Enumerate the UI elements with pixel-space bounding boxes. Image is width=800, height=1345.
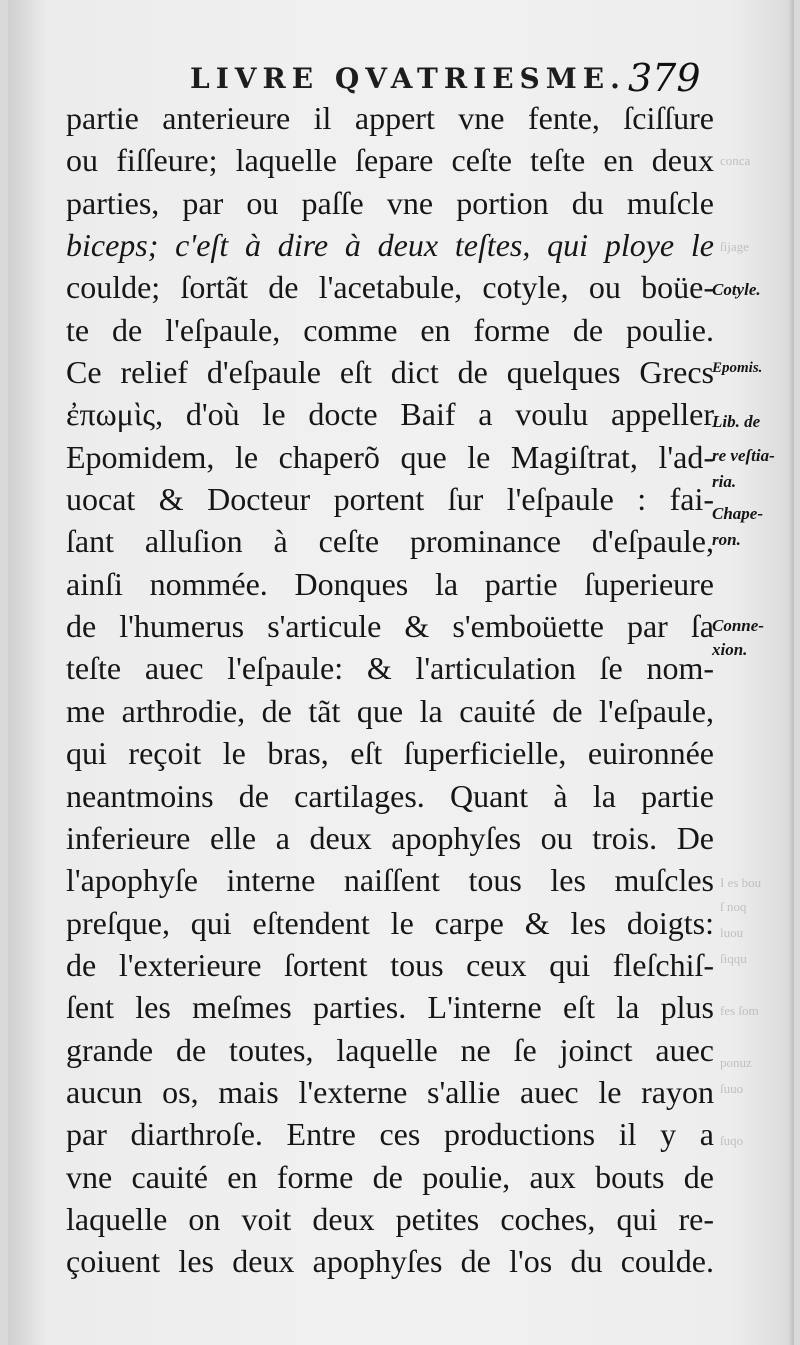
text-line: vne cauité en forme de poulie, aux bouts de	[66, 1158, 714, 1195]
text-line: ἐπωμὶς, d'où le docte Baif a voulu appeller	[66, 396, 714, 433]
bleed-through-text: ſuqo	[720, 1133, 744, 1148]
text-line: coulde; ſortãt de l'acetabule, cotyle, ou boüe-	[66, 269, 714, 306]
margin-note-chaperon-2: ron.	[712, 530, 741, 549]
text-line: Ce relief d'eſpaule eſt dict de quelques Grecs	[66, 354, 714, 391]
bleed-through-text: ſuuo	[720, 1081, 744, 1096]
text-line: ſant alluſion à ceſte prominance d'eſpaule,	[66, 523, 714, 560]
bleed-through-text: conca	[720, 153, 751, 168]
text-line: ſent les meſmes parties. L'interne eſt la plus	[66, 989, 714, 1026]
text-line: parties, par ou paſſe vne portion du muſcle	[66, 184, 714, 221]
margin-note-connexion-1: Conne-	[712, 616, 764, 635]
bleed-through-text: luou	[720, 925, 744, 940]
margin-note-cotyle: Cotyle.	[712, 280, 761, 299]
text-line: de l'exterieure ſortent tous ceux qui fleſchiſ-	[66, 946, 714, 983]
text-line: inferieure elle a deux apophyſes ou trois. De	[66, 819, 714, 856]
text-line: qui reçoit le bras, eſt ſuperficielle, euironnée	[66, 735, 714, 772]
text-line: teſte auec l'eſpaule: & l'articulation ſe nom-	[66, 650, 714, 687]
margin-note-epomis: Epomis.	[712, 360, 763, 376]
text-line: çoiuent les deux apophyſes de l'os du coulde.	[66, 1243, 714, 1280]
text-line: preſque, qui eſtendent le carpe & les doigts:	[66, 904, 714, 941]
margin-note-lib-2: re veſtia-	[712, 446, 775, 465]
text-line: ou fiſſeure; laquelle ſepare ceſte teſte en deux	[66, 142, 714, 179]
bleed-through-text: ſ noq	[720, 899, 747, 914]
text-line: neantmoins de cartilages. Quant à la partie	[66, 777, 714, 814]
bleed-through-text: I es bou	[720, 875, 762, 890]
running-head-title: LIVRE QVATRIESME.	[190, 62, 626, 95]
margin-note-lib-3: ria.	[712, 472, 737, 491]
margin-note-connexion-2: xion.	[712, 640, 748, 659]
text-line: partie anterieure il appert vne fente, ſciſſure	[66, 100, 714, 136]
text-line: me arthrodie, de tãt que la cauité de l'eſpaule,	[66, 692, 714, 729]
text-line: Epomidem, le chaperõ que le Magiſtrat, l'ad-	[66, 438, 714, 475]
page-number: 379	[628, 56, 701, 100]
text-line: ainſi nommée. Donques la partie ſuperieure	[66, 565, 714, 602]
text-line: grande de toutes, laquelle ne ſe joinct auec	[66, 1031, 714, 1068]
bleed-through-text: fes ſom	[720, 1003, 759, 1018]
margin-note-chaperon-1: Chape-	[712, 504, 763, 523]
text-line: aucun os, mais l'externe s'allie auec le rayon	[66, 1073, 714, 1110]
bleed-through-text: ſiqqu	[720, 951, 747, 966]
text-line: uocat & Docteur portent ſur l'eſpaule : fai-	[66, 481, 714, 518]
margin-note-lib-1: Lib. de	[712, 412, 761, 431]
text-line: laquelle on voit deux petites coches, qui re-	[66, 1200, 714, 1237]
text-line: l'apophyſe interne naiſſent tous les muſcles	[66, 862, 714, 899]
text-line: par diarthroſe. Entre ces productions il y a	[66, 1116, 714, 1153]
text-line: te de l'eſpaule, comme en forme de poulie.	[66, 311, 714, 348]
bleed-through-text: ponuz	[720, 1055, 752, 1070]
text-line: de l'humerus s'articule & s'emboüette par ſa	[66, 608, 714, 645]
bleed-through-text: ſijage	[720, 239, 749, 254]
body-text	[66, 97, 714, 1283]
text-line: biceps; c'eſt à dire à deux teſtes, qui ploye le	[66, 227, 714, 264]
